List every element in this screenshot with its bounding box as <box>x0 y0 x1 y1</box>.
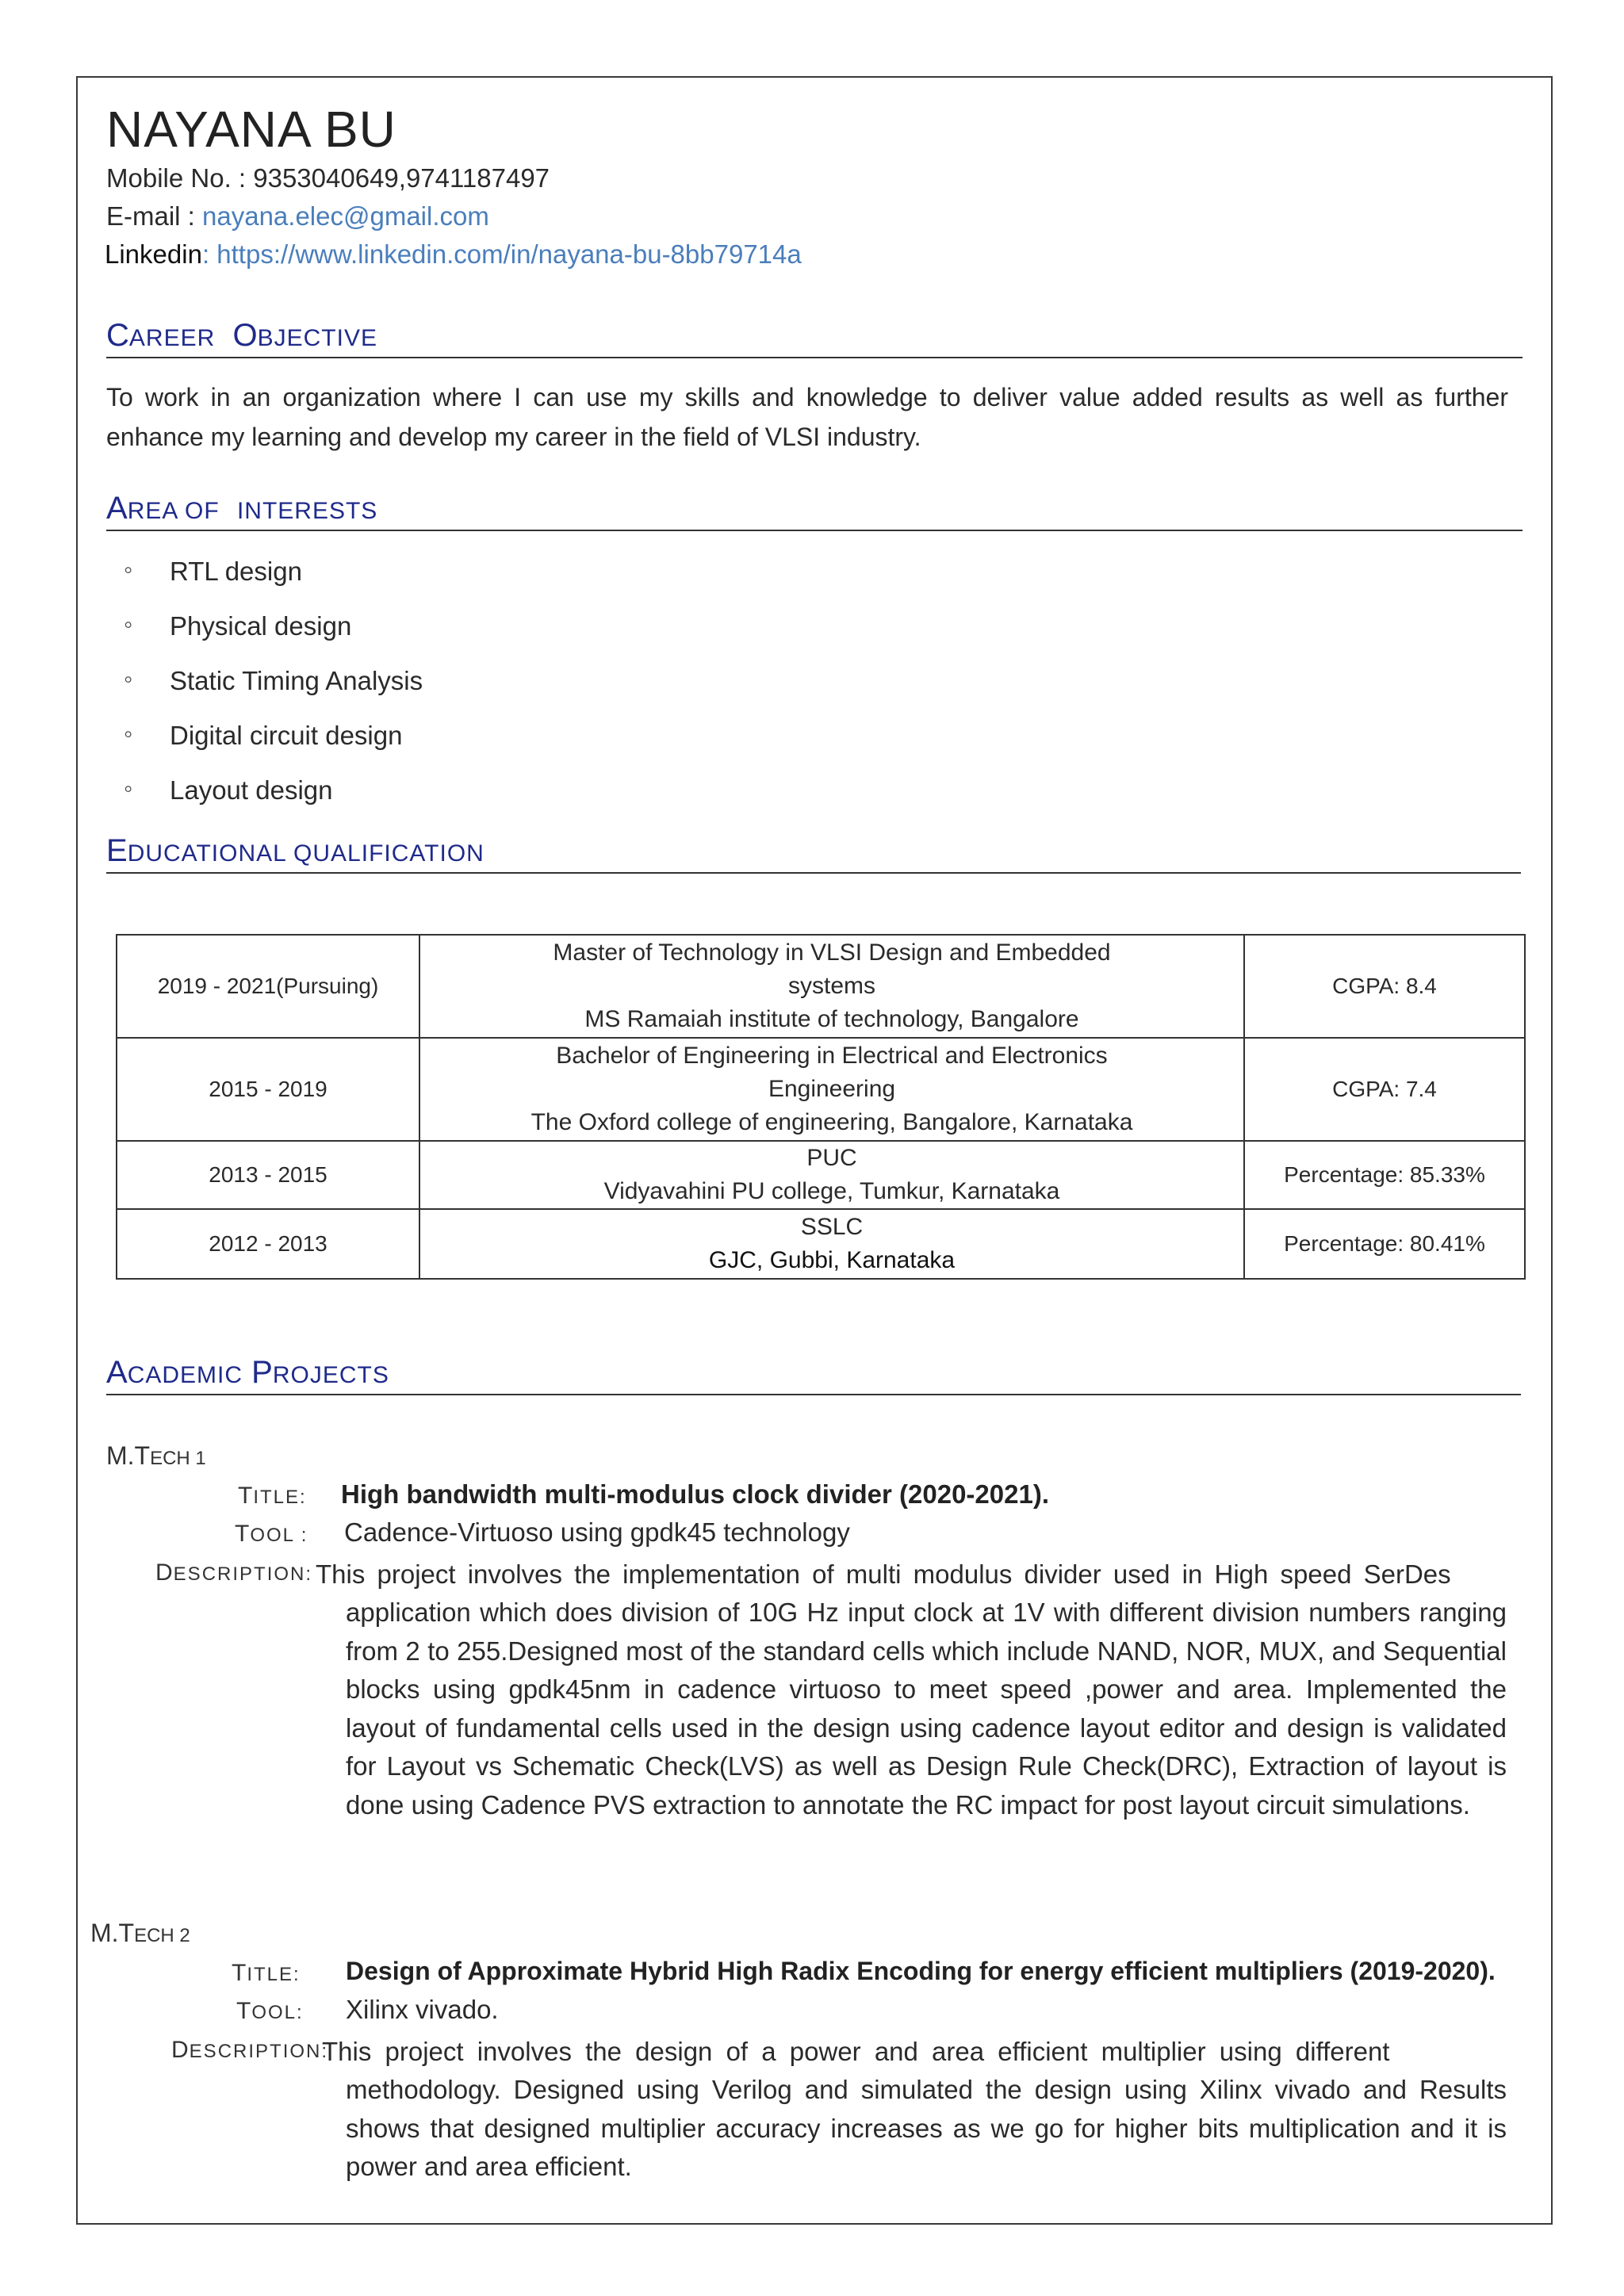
linkedin-line <box>105 239 802 270</box>
label-rest: OOL : <box>250 1525 308 1546</box>
project-2-description: methodology. Designed using Verilog and simulated the design using Xilinx vivado and Results shows that designed multiplier accuracy increases as we go for higher bits multiplication and it is power and area efficient. <box>346 2075 1507 2181</box>
edu-years: 2015 - 2019 <box>117 1038 419 1141</box>
email-line <box>106 201 489 232</box>
edu-years: 2019 - 2021(Pursuing) <box>117 935 419 1038</box>
heading-initial: A <box>106 491 128 526</box>
heading-rest: AREER <box>128 325 216 351</box>
heading-initial: E <box>106 833 128 868</box>
mobile-line <box>106 163 550 193</box>
project-2-heading <box>90 1919 190 1948</box>
linkedin-label: Linkedin <box>105 239 202 269</box>
tool-label <box>235 1521 308 1548</box>
degree-line: systems <box>787 973 875 999</box>
projects-heading <box>106 1354 1521 1395</box>
heading-rest: BJECTIVE <box>257 325 377 351</box>
tool-label <box>236 1998 304 2025</box>
career-objective-text: To work in an organization where I can use my skills and knowledge to deliver value added results as well as further enhance my learning and develop my career in the field of VLSI industry. <box>106 383 1508 451</box>
degree-line: Master of Technology in VLSI Design and Embedded <box>553 939 1111 966</box>
project-1-tool: Cadence-Virtuoso using gpdk45 technology <box>344 1517 850 1547</box>
email-link[interactable]: nayana.elec@gmail.com <box>202 201 489 231</box>
edu-years: 2013 - 2015 <box>117 1141 419 1209</box>
institution-line: MS Ramaiah institute of technology, Bangalore <box>584 1006 1079 1032</box>
edu-score: CGPA: 8.4 <box>1244 935 1525 1038</box>
project-1-description: application which does division of 10G Hz input clock at 1V with different division numbers ranging from 2 to 255.Designed most of the standard cells which include NAND, NOR, MUX, and Sequential blocks using gpdk45nm in cadence virtuoso to meet speed ,power and area. Implemented the layout of fundamental cells used in the design using cadence layout editor and design is validated for Layout vs Schematic Check(LVS) as well as Design Rule Check(DRC), Extraction of layout is done using Cadence PVS extraction to annotate the RC impact for post layout circuit simulations. <box>346 1598 1507 1820</box>
description-label <box>171 2037 328 2064</box>
title-label <box>238 1483 307 1510</box>
edu-degree <box>419 1209 1244 1279</box>
bullet-icon: ◦ <box>124 610 133 638</box>
candidate-name: NAYANA BU <box>106 101 396 158</box>
degree-line: Engineering <box>768 1076 896 1102</box>
email-label: E-mail : <box>106 201 203 231</box>
heading-rest: REA OF <box>127 498 220 524</box>
education-heading <box>106 832 1521 874</box>
project-2-tool: Xilinx vivado. <box>346 1995 499 2024</box>
edu-years: 2012 - 2013 <box>117 1209 419 1279</box>
project-2-description-first-line: This project involves the design of a power and area efficient multiplier using different <box>322 2037 1390 2066</box>
institution-line: The Oxford college of engineering, Bangalore, Karnataka <box>530 1109 1133 1135</box>
heading-initial: O <box>232 318 258 353</box>
project-2-title: Design of Approximate Hybrid High Radix Encoding for energy efficient multipliers (2019-2020). <box>346 1957 1496 1985</box>
edu-score: Percentage: 85.33% <box>1244 1141 1525 1209</box>
heading-initial: A <box>106 1355 128 1390</box>
edu-degree <box>419 935 1244 1038</box>
education-table <box>116 934 1526 1280</box>
edu-degree <box>419 1141 1244 1209</box>
project-head-a: M.T <box>90 1919 135 1947</box>
mobile-number: 9353040649,9741187497 <box>253 163 550 193</box>
edu-degree <box>419 1038 1244 1141</box>
degree-line: SSLC <box>800 1214 864 1240</box>
project-head-b: ECH 2 <box>134 1925 190 1946</box>
bullet-icon: ◦ <box>124 555 133 584</box>
interest-item: Layout design <box>170 775 333 805</box>
interests-heading <box>106 490 1522 531</box>
interest-item: Static Timing Analysis <box>170 666 423 695</box>
label-initial: D <box>155 1559 174 1586</box>
label-initial: T <box>236 1998 252 2024</box>
project-head-b: ECH 1 <box>150 1448 206 1469</box>
bullet-icon: ◦ <box>124 719 133 748</box>
mobile-label: Mobile No. : <box>106 163 254 193</box>
label-rest: ESCRIPTION: <box>173 1563 313 1585</box>
label-rest: OOL: <box>251 2002 304 2023</box>
career-objective-heading <box>106 317 1522 358</box>
bullet-icon: ◦ <box>124 774 133 802</box>
label-rest: ITLE: <box>253 1487 307 1508</box>
project-1-description-first-line: This project involves the implementation of multi modulus divider used in High speed SerDes <box>316 1559 1451 1589</box>
heading-rest: CADEMIC <box>127 1362 243 1388</box>
project-1-heading <box>106 1441 206 1471</box>
table-row <box>117 1141 1525 1209</box>
edu-score: Percentage: 80.41% <box>1244 1209 1525 1279</box>
heading-initial: P <box>251 1355 273 1390</box>
edu-score: CGPA: 7.4 <box>1244 1038 1525 1141</box>
heading-initial: C <box>106 318 129 353</box>
institution-line: Vidyavahini PU college, Tumkur, Karnataka <box>603 1178 1060 1204</box>
institution-line: GJC, Gubbi, Karnataka <box>708 1247 956 1273</box>
table-row <box>117 1209 1525 1279</box>
bullet-icon: ◦ <box>124 664 133 693</box>
interest-item: Physical design <box>170 611 352 641</box>
title-label <box>232 1960 301 1987</box>
label-rest: ESCRIPTION: <box>189 2041 329 2062</box>
label-rest: ITLE: <box>247 1964 301 1985</box>
heading-rest: INTERESTS <box>236 498 378 524</box>
linkedin-separator: : <box>201 239 217 269</box>
table-row <box>117 1038 1525 1141</box>
label-initial: T <box>232 1960 247 1986</box>
label-initial: T <box>235 1521 251 1547</box>
degree-line: Bachelor of Engineering in Electrical and Electronics <box>556 1043 1108 1069</box>
description-label <box>155 1559 312 1586</box>
project-1-title: High bandwidth multi-modulus clock divider (2020-2021). <box>341 1479 1049 1509</box>
interest-item: RTL design <box>170 557 302 586</box>
interest-item: Digital circuit design <box>170 721 403 750</box>
degree-line: PUC <box>806 1145 857 1171</box>
linkedin-link[interactable]: https://www.linkedin.com/in/nayana-bu-8bb79714a <box>216 239 802 269</box>
project-head-a: M.T <box>106 1441 151 1470</box>
label-initial: D <box>171 2037 190 2063</box>
heading-rest: DUCATIONAL QUALIFICATION <box>127 840 485 867</box>
heading-rest: ROJECTS <box>272 1362 389 1388</box>
label-initial: T <box>238 1483 254 1509</box>
table-row <box>117 935 1525 1038</box>
